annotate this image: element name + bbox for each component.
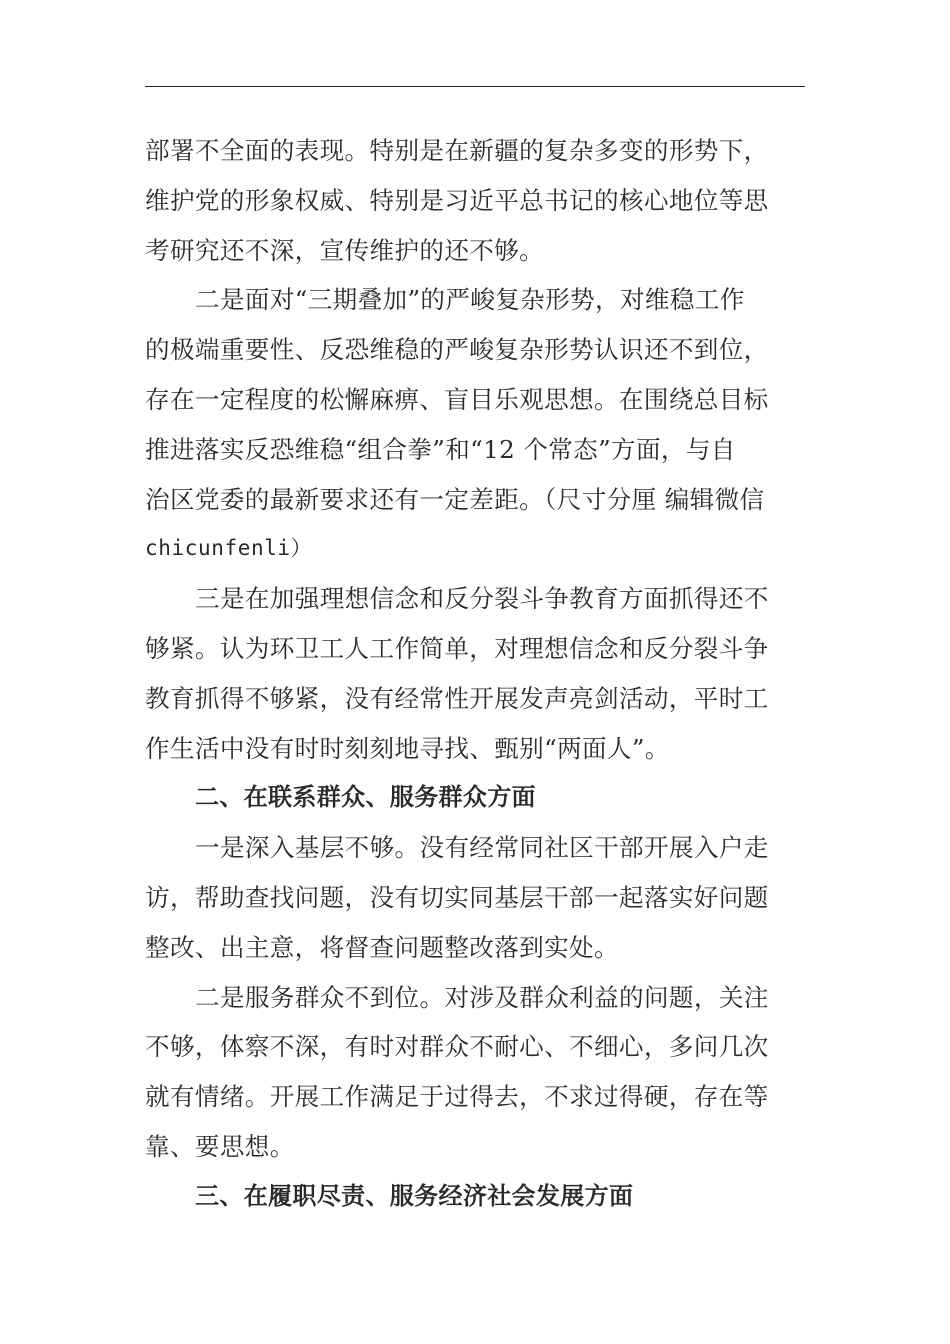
body-line: 作生活中没有时时刻刻地寻找、甄别“两面人”。 [145, 733, 670, 763]
body-line: 的极端重要性、反恐维稳的严峻复杂形势认识还不到位， [145, 335, 769, 365]
body-line: 够紧。认为环卫工人工作简单，对理想信念和反分裂斗争 [145, 633, 769, 663]
body-line: 维护党的形象权威、特别是习近平总书记的核心地位等思 [145, 185, 769, 215]
section-heading: 三、在履职尽责、服务经济社会发展方面 [195, 1181, 634, 1210]
body-line: 治区党委的最新要求还有一定差距。（尺寸分厘 编辑微信 [145, 484, 765, 514]
body-line: chicunfenli） [145, 536, 313, 561]
body-line: 考研究还不深，宣传维护的还不够。 [145, 235, 545, 265]
paragraph-start-line: 二是服务群众不到位。对涉及群众利益的问题，关注 [195, 982, 769, 1012]
body-line: 部署不全面的表现。特别是在新疆的复杂多变的形势下， [145, 136, 769, 165]
paragraph-start-line: 一是深入基层不够。没有经常同社区干部开展入户走 [195, 833, 769, 863]
body-line: 就有情绪。开展工作满足于过得去，不求过得硬，存在等 [145, 1082, 769, 1112]
header-rule [145, 86, 805, 87]
body-line: 靠、要思想。 [145, 1131, 295, 1161]
body-line: 存在一定程度的松懈麻痹、盲目乐观思想。在围绕总目标 [145, 384, 769, 414]
paragraph-start-line: 二是面对“三期叠加”的严峻复杂形势，对维稳工作 [195, 285, 745, 315]
body-line: 访，帮助查找问题，没有切实同基层干部一起落实好问题 [145, 882, 769, 912]
body-line: 教育抓得不够紧，没有经常性开展发声亮剑活动，平时工 [145, 683, 769, 713]
body-line: 推进落实反恐维稳“组合拳”和“12 个常态”方面，与自 [145, 434, 736, 464]
body-line: 不够，体察不深，有时对群众不耐心、不细心，多问几次 [145, 1032, 769, 1062]
section-heading: 二、在联系群众、服务群众方面 [195, 783, 536, 812]
body-line: 整改、出主意，将督查问题整改落到实处。 [145, 932, 619, 962]
paragraph-start-line: 三是在加强理想信念和反分裂斗争教育方面抓得还不 [195, 584, 769, 614]
document-body [145, 126, 807, 1222]
